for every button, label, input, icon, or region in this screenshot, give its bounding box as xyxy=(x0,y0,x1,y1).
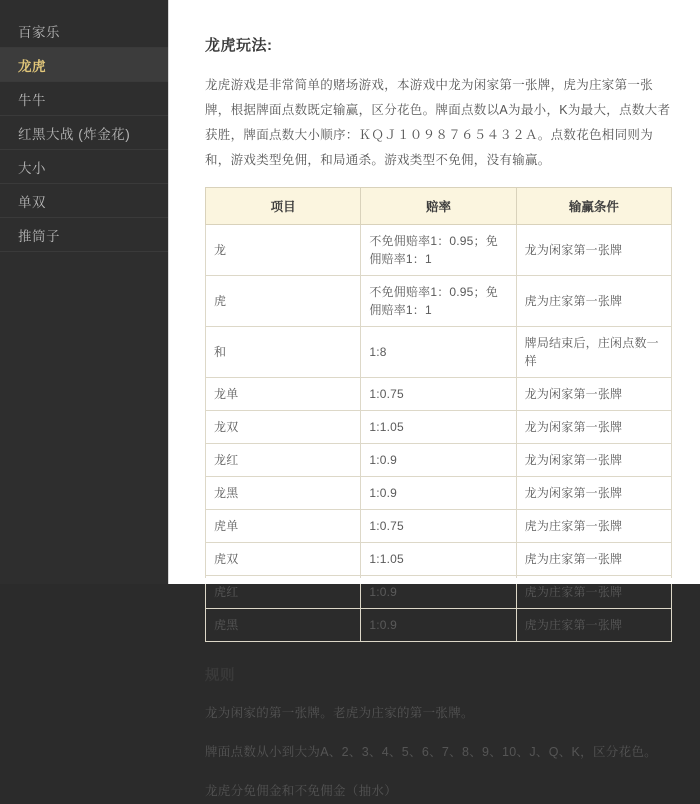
table-row xyxy=(206,225,672,276)
cell-odds: 不免佣赔率1：0.95；免佣赔率1：1 xyxy=(361,225,516,276)
odds-table-head xyxy=(206,188,672,225)
cell-condition: 龙为闲家第一张牌 xyxy=(516,444,671,477)
table-row xyxy=(206,609,672,642)
cell-condition: 虎为庄家第一张牌 xyxy=(516,276,671,327)
cell-odds: 1:0.75 xyxy=(361,378,516,411)
content-bottom-edge xyxy=(169,578,700,584)
cell-condition: 龙为闲家第一张牌 xyxy=(516,225,671,276)
cell-item: 虎双 xyxy=(206,543,361,576)
odds-table xyxy=(205,187,672,642)
cell-odds: 1:1.05 xyxy=(361,543,516,576)
content-panel[interactable] xyxy=(168,0,700,798)
sidebar-item-label: 大小 xyxy=(18,160,46,176)
cell-condition: 虎为庄家第一张牌 xyxy=(516,576,671,609)
cell-condition: 虎为庄家第一张牌 xyxy=(516,543,671,576)
table-row xyxy=(206,378,672,411)
sidebar-item-label: 推筒子 xyxy=(18,228,60,244)
cell-condition: 龙为闲家第一张牌 xyxy=(516,477,671,510)
rule-line: 龙虎分免佣金和不免佣金（抽水） xyxy=(205,784,398,798)
cell-item: 龙双 xyxy=(206,411,361,444)
rule-line: 牌面点数从小到大为A、2、3、4、5、6、7、8、9、10、J、Q、K，区分花色。 xyxy=(205,745,657,759)
cell-item: 虎单 xyxy=(206,510,361,543)
column-header-item: 项目 xyxy=(206,188,361,225)
table-row xyxy=(206,477,672,510)
sidebar-item-baccarat[interactable] xyxy=(0,14,168,48)
cell-item: 虎黑 xyxy=(206,609,361,642)
column-header-condition: 输赢条件 xyxy=(516,188,671,225)
content-inner xyxy=(169,0,700,804)
table-header-row xyxy=(206,188,672,225)
cell-condition: 龙为闲家第一张牌 xyxy=(516,411,671,444)
cell-odds: 1:0.75 xyxy=(361,510,516,543)
sidebar-item-niuniu[interactable] xyxy=(0,82,168,116)
table-row xyxy=(206,327,672,378)
sidebar-item-red-black-war[interactable] xyxy=(0,116,168,150)
cell-odds: 1:0.9 xyxy=(361,609,516,642)
sidebar-item-label: 牛牛 xyxy=(18,92,46,108)
cell-odds: 1:0.9 xyxy=(361,444,516,477)
page-title: 龙虎玩法: xyxy=(205,37,273,54)
sidebar-item-label: 百家乐 xyxy=(18,24,60,40)
table-row xyxy=(206,444,672,477)
sidebar-item-tuitongzi[interactable] xyxy=(0,218,168,252)
table-row xyxy=(206,510,672,543)
cell-item: 和 xyxy=(206,327,361,378)
sidebar-item-dragon-tiger[interactable] xyxy=(0,48,168,82)
rule-line: 龙为闲家的第一张牌。老虎为庄家的第一张牌。 xyxy=(205,706,474,720)
cell-odds: 1:1.05 xyxy=(361,411,516,444)
table-row xyxy=(206,411,672,444)
rules-title: 规则 xyxy=(205,668,235,684)
sidebar-item-label: 单双 xyxy=(18,194,46,210)
cell-item: 虎 xyxy=(206,276,361,327)
cell-condition: 牌局结束后，庄闲点数一样 xyxy=(516,327,671,378)
table-row xyxy=(206,543,672,576)
cell-item: 龙红 xyxy=(206,444,361,477)
cell-condition: 虎为庄家第一张牌 xyxy=(516,609,671,642)
cell-item: 龙单 xyxy=(206,378,361,411)
cell-odds: 不免佣赔率1：0.95；免佣赔率1：1 xyxy=(361,276,516,327)
column-header-odds: 赔率 xyxy=(361,188,516,225)
cell-condition: 龙为闲家第一张牌 xyxy=(516,378,671,411)
sidebar-item-odd-even[interactable] xyxy=(0,184,168,218)
intro-paragraph: 龙虎游戏是非常简单的赌场游戏，本游戏中龙为闲家第一张牌，虎为庄家第一张牌，根据牌面点数既定输赢，区分花色。牌面点数以A为最小，K为最大，点数大者获胜，牌面点数大小顺序：ＫＱＪ１０９８７６５４３２Ａ。点数花色相同则为和，游戏类型免佣，和局通杀。游戏类型不免佣，没有输赢。 xyxy=(205,78,671,167)
cell-odds: 1:0.9 xyxy=(361,477,516,510)
cell-item: 龙 xyxy=(206,225,361,276)
sidebar-item-label: 龙虎 xyxy=(18,58,46,74)
cell-item: 虎红 xyxy=(206,576,361,609)
table-row xyxy=(206,276,672,327)
cell-odds: 1:0.9 xyxy=(361,576,516,609)
sidebar-item-big-small[interactable] xyxy=(0,150,168,184)
sidebar-item-label: 红黑大战 (炸金花) xyxy=(18,126,131,142)
cell-item: 龙黑 xyxy=(206,477,361,510)
cell-condition: 虎为庄家第一张牌 xyxy=(516,510,671,543)
cell-odds: 1:8 xyxy=(361,327,516,378)
sidebar xyxy=(0,0,168,584)
